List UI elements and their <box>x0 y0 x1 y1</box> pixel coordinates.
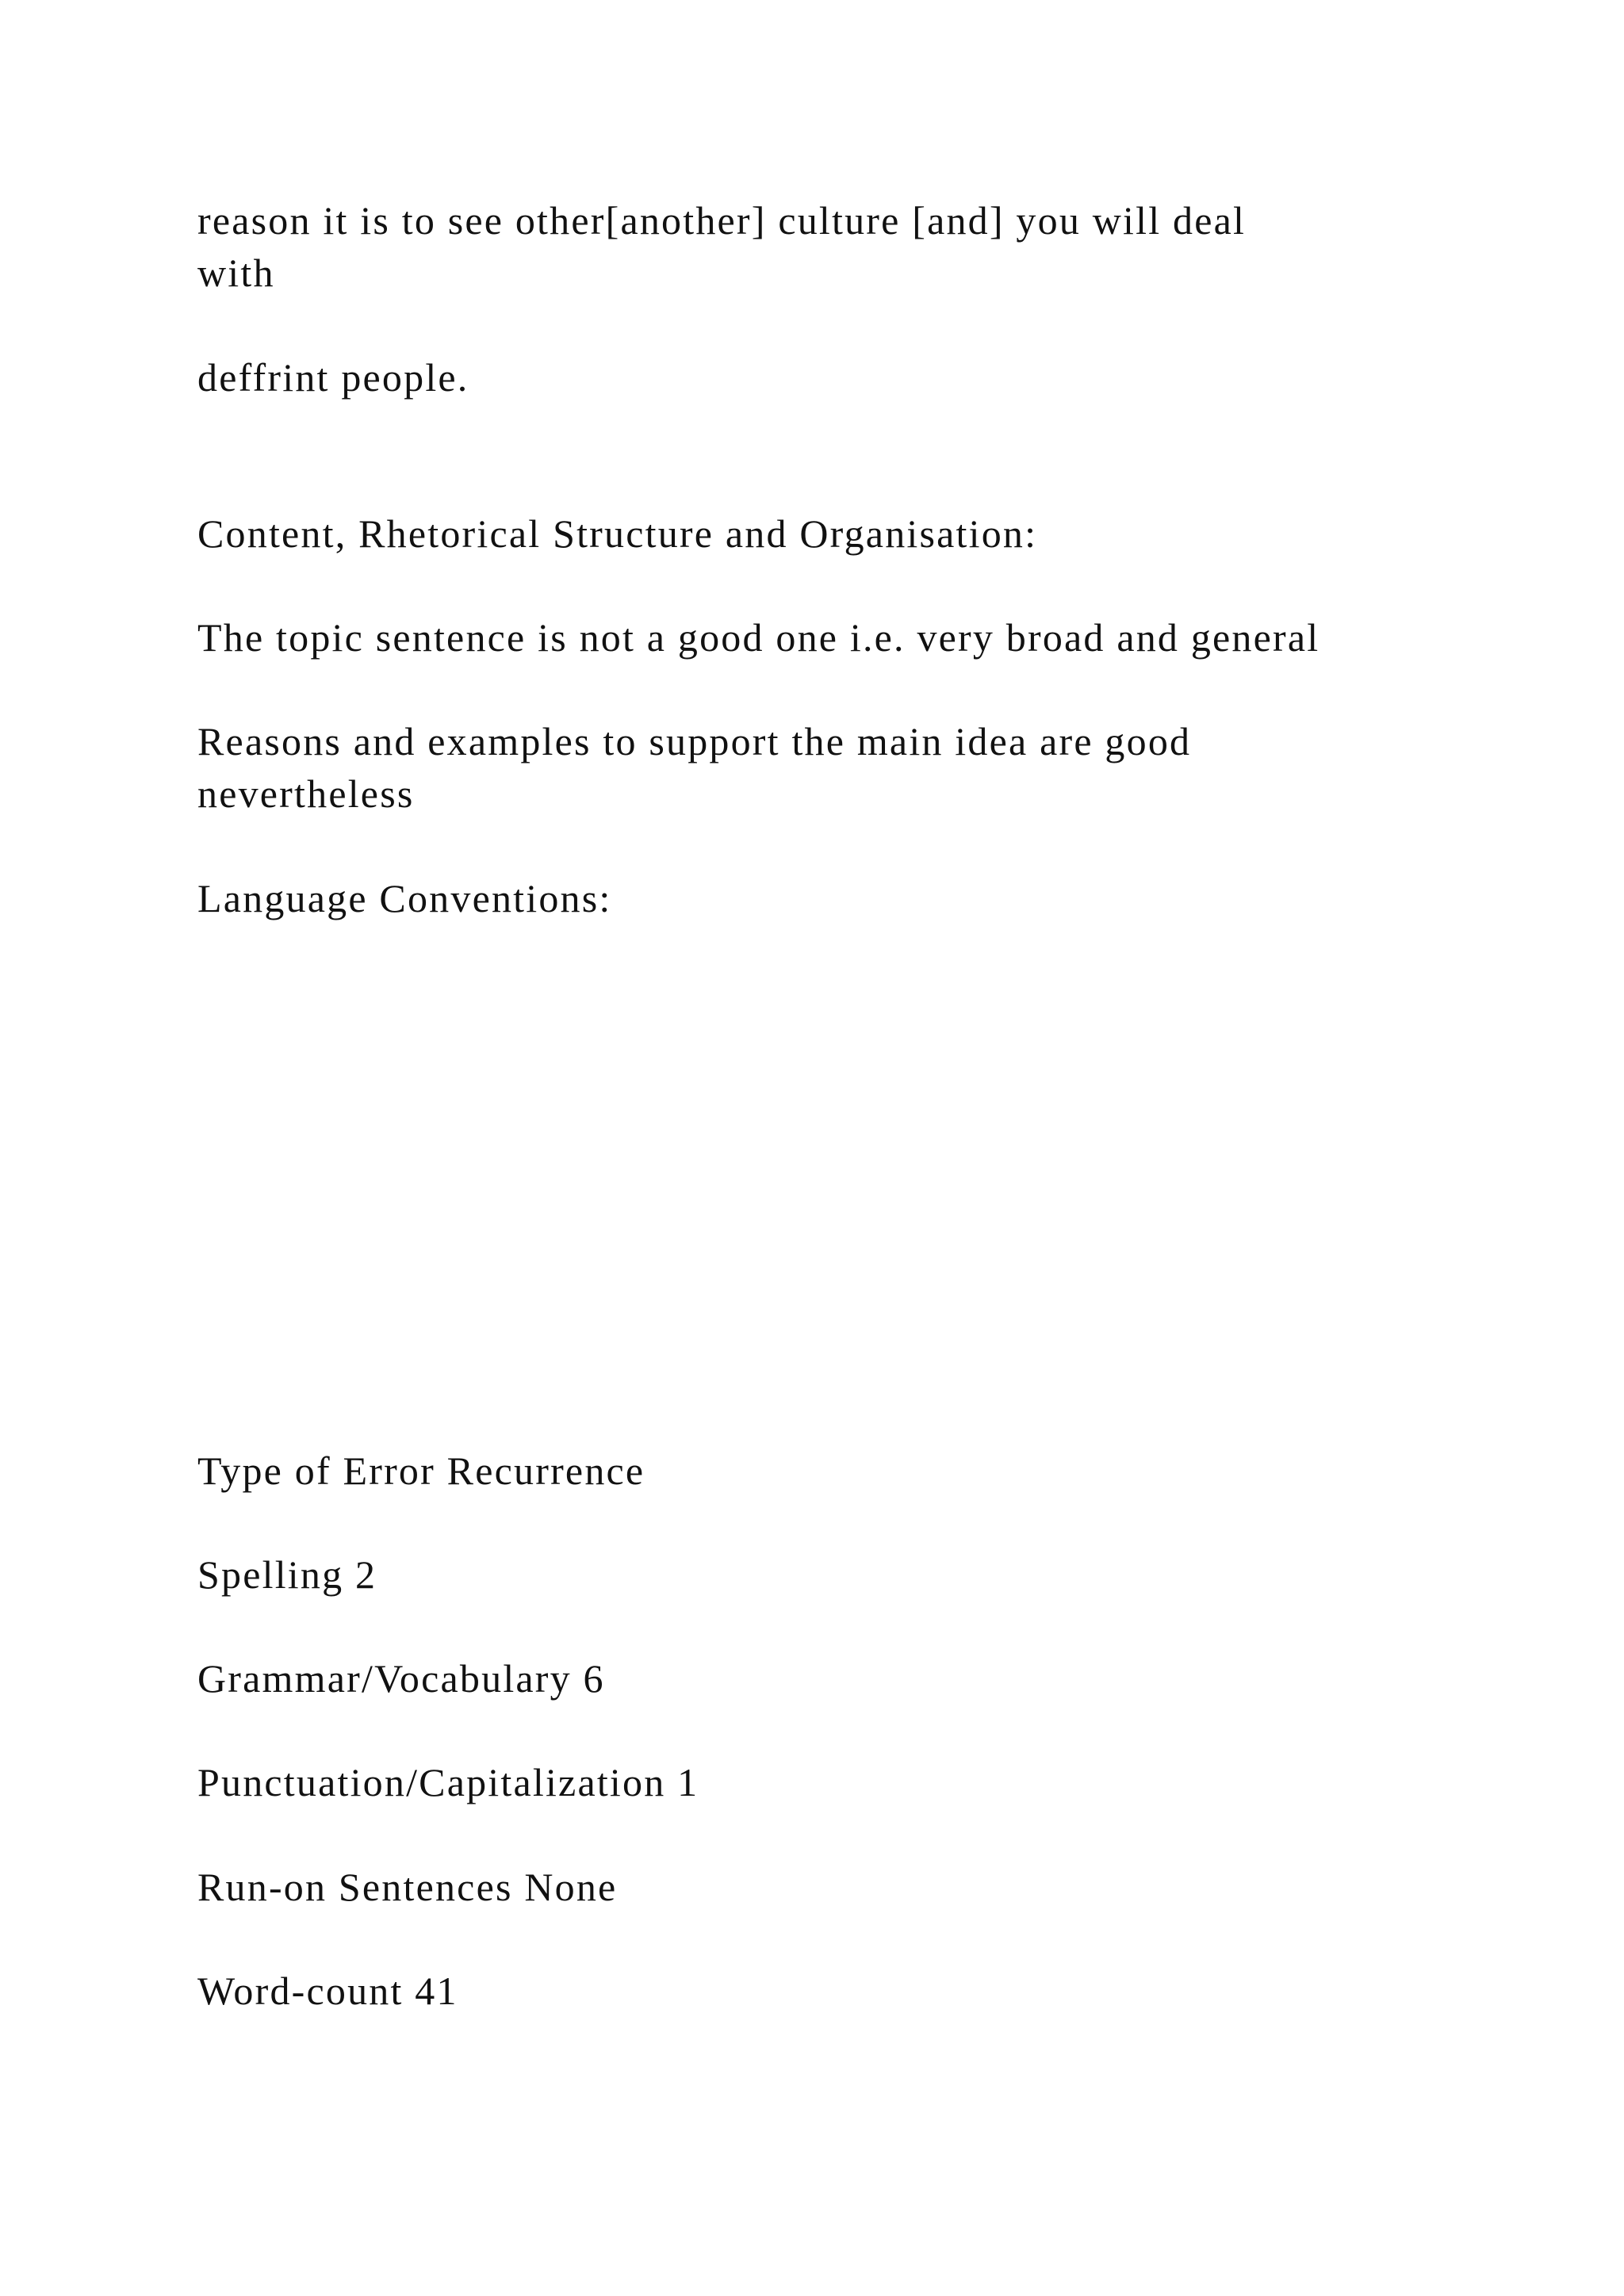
section-heading-content: Content, Rhetorical Structure and Organisation: <box>197 511 1038 556</box>
feedback-comment: nevertheless <box>197 771 415 816</box>
error-table-row: Word-count 41 <box>197 1969 458 2013</box>
error-table-row: Spelling 2 <box>197 1552 377 1597</box>
essay-text-line: reason it is to see other[another] culture [and] you will deal <box>197 198 1247 243</box>
error-table-row: Punctuation/Capitalization 1 <box>197 1760 699 1804</box>
feedback-comment: Reasons and examples to support the main idea are good <box>197 719 1192 763</box>
section-heading-language: Language Conventions: <box>197 876 612 920</box>
feedback-comment: The topic sentence is not a good one i.e. very broad and general <box>197 615 1320 660</box>
error-table-row: Run-on Sentences None <box>197 1865 618 1909</box>
error-table-row: Grammar/Vocabulary 6 <box>197 1656 605 1701</box>
error-table-header: Type of Error Recurrence <box>197 1448 645 1493</box>
essay-text-line: deffrint people. <box>197 355 469 400</box>
essay-text-line: with <box>197 251 275 295</box>
